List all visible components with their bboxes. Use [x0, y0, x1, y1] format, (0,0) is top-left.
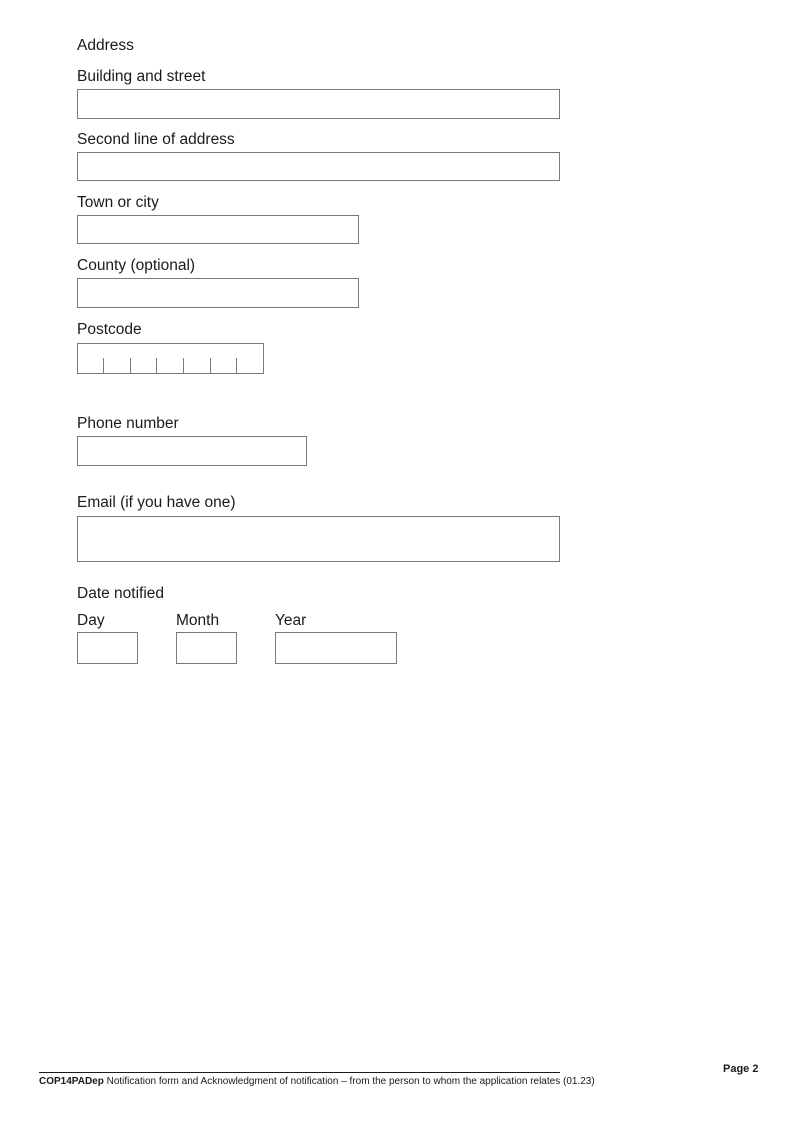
- county-optional-note: (optional): [130, 257, 196, 274]
- postcode-divider: [183, 358, 184, 373]
- building-street-field[interactable]: [77, 89, 560, 119]
- second-line-label: Second line of address: [77, 131, 235, 148]
- phone-number-label: Phone number: [77, 415, 179, 432]
- postcode-label: Postcode: [77, 321, 142, 338]
- day-label: Day: [77, 612, 105, 629]
- postcode-divider: [210, 358, 211, 373]
- postcode-divider: [103, 358, 104, 373]
- form-description: Notification form and Acknowledgment of notification – from the person to whom the application relates (01.23): [106, 1076, 595, 1087]
- postcode-divider: [130, 358, 131, 373]
- footer-divider: [39, 1072, 560, 1073]
- email-optional-note: (if you have one): [120, 494, 236, 511]
- footer-text: [39, 1076, 595, 1088]
- email-field[interactable]: [77, 516, 560, 562]
- county-label-text: County: [77, 257, 127, 274]
- email-label-text: Email: [77, 494, 116, 511]
- phone-number-field[interactable]: [77, 436, 307, 466]
- form-code: COP14PADep: [39, 1076, 104, 1087]
- building-street-label: Building and street: [77, 68, 206, 85]
- day-field[interactable]: [77, 632, 138, 664]
- address-heading: Address: [77, 37, 134, 54]
- county-field[interactable]: [77, 278, 359, 308]
- postcode-field[interactable]: [77, 343, 264, 374]
- month-field[interactable]: [176, 632, 237, 664]
- date-notified-heading: Date notified: [77, 585, 165, 602]
- postcode-divider: [236, 358, 237, 373]
- postcode-divider: [156, 358, 157, 373]
- page-number: Page 2: [723, 1063, 759, 1075]
- year-field[interactable]: [275, 632, 397, 664]
- town-city-label: Town or city: [77, 194, 159, 211]
- county-label: [77, 257, 195, 275]
- town-city-field[interactable]: [77, 215, 359, 244]
- second-line-field[interactable]: [77, 152, 560, 181]
- year-label: Year: [275, 612, 307, 629]
- month-label: Month: [176, 612, 220, 629]
- email-label: [77, 494, 236, 512]
